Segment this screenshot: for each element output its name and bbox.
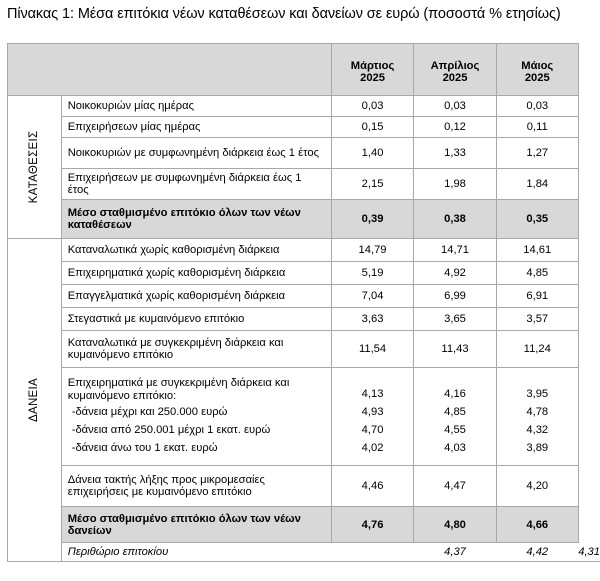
cell-value: 4,42 — [496, 543, 578, 562]
cell-value: 0,15 — [331, 117, 413, 138]
interest-rates-table — [7, 43, 600, 562]
cell-value: 4,66 — [496, 507, 578, 543]
cell-value: 0,03 — [496, 96, 578, 117]
row-label: Επιχειρήσεων μίας ημέρας — [61, 117, 331, 138]
cell-value: 14,79 — [331, 239, 413, 262]
col-month: Μάιος — [521, 59, 554, 72]
cell-value: 0,39 — [331, 200, 413, 239]
cell-value: 4,13 — [361, 387, 384, 400]
cell-value: 4,76 — [331, 507, 413, 543]
table-row — [8, 239, 600, 262]
cell-value: 4,32 — [526, 423, 549, 436]
table-row — [8, 96, 600, 117]
cell-value: 2,15 — [331, 169, 413, 200]
cell-value: 4,93 — [361, 405, 384, 418]
row-label: Καταναλωτικά χωρίς καθορισμένη διάρκεια — [61, 239, 331, 262]
business-loans-group-row — [8, 368, 600, 466]
col-header-april — [414, 44, 497, 96]
business-values-march — [331, 368, 413, 466]
cell-value: 4,92 — [414, 262, 497, 285]
cell-value: 11,24 — [496, 331, 578, 368]
header-row — [8, 44, 600, 96]
table-row — [8, 308, 600, 331]
cell-value: 0,03 — [414, 96, 497, 117]
table-title: Πίνακας 1: Μέσα επιτόκια νέων καταθέσεων και δανείων σε ευρώ (ποσοστά % ετησίως) — [7, 6, 561, 22]
business-loans-cell — [61, 368, 331, 466]
cell-value: 0,38 — [414, 200, 497, 239]
cell-value: 11,54 — [331, 331, 413, 368]
cell-value: 1,98 — [414, 169, 497, 200]
cell-value: 4,85 — [496, 262, 578, 285]
margin-label: Περιθώριο επιτοκίου — [61, 543, 414, 562]
cell-value: 4,46 — [331, 466, 413, 507]
col-header-may — [496, 44, 578, 96]
table-row — [8, 331, 600, 368]
cell-value: 4,78 — [526, 405, 549, 418]
deposits-vertical-text: ΚΑΤΑΘΕΣΕΙΣ — [28, 130, 41, 204]
table-row — [8, 285, 600, 308]
cell-value: 14,71 — [414, 239, 497, 262]
margin-row — [8, 543, 600, 562]
col-year: 2025 — [360, 71, 385, 84]
row-label: Νοικοκυριών μίας ημέρας — [61, 96, 331, 117]
header-blank — [8, 44, 332, 96]
cell-value: 6,91 — [496, 285, 578, 308]
table-row — [8, 138, 600, 169]
row-label: Καταναλωτικά με συγκεκριμένη διάρκεια και κυμαινόμενο επιτόκιο — [61, 331, 331, 368]
loans-total-row — [8, 507, 600, 543]
cell-value: 1,84 — [496, 169, 578, 200]
table-row — [8, 466, 600, 507]
row-label: Δάνεια τακτής λήξης προς μικρομεσαίες επιχειρήσεις με κυμαινόμενο επιτόκιο — [61, 466, 331, 507]
deposits-total-row — [8, 200, 600, 239]
cell-value: 3,63 — [331, 308, 413, 331]
cell-value: 4,37 — [414, 543, 497, 562]
cell-value: 1,33 — [414, 138, 497, 169]
business-values-april — [414, 368, 497, 466]
sub-row-label: -δάνεια μέχρι και 250.000 ευρώ — [71, 405, 228, 418]
deposits-group-label — [8, 96, 62, 239]
business-loans-heading: Επιχειρηματικά με συγκεκριμένη διάρκεια και κυμαινόμενο επιτόκιο: — [67, 376, 290, 402]
row-label: Μέσο σταθμισμένο επιτόκιο όλων των νέων δανείων — [61, 507, 331, 543]
cell-value: 7,04 — [331, 285, 413, 308]
row-label: Μέσο σταθμισμένο επιτόκιο όλων των νέων καταθέσεων — [61, 200, 331, 239]
cell-value: 0,03 — [331, 96, 413, 117]
cell-value: 4,02 — [361, 441, 384, 454]
col-month: Μάρτιος — [350, 59, 395, 72]
business-values-may — [496, 368, 578, 466]
sub-row-label: -δάνεια άνω του 1 εκατ. ευρώ — [71, 441, 218, 454]
cell-value: 4,16 — [444, 387, 466, 400]
row-label: Επιχειρήσεων με συμφωνημένη διάρκεια έως 1 έτος — [61, 169, 331, 200]
row-label: Στεγαστικά με κυμαινόμενο επιτόκιο — [61, 308, 331, 331]
cell-value: 4,03 — [444, 441, 466, 454]
cell-value: 0,12 — [414, 117, 497, 138]
cell-value: 4,85 — [444, 405, 466, 418]
cell-value: 3,95 — [526, 387, 549, 400]
cell-value: 0,11 — [496, 117, 578, 138]
cell-value: 1,27 — [496, 138, 578, 169]
cell-value: 4,55 — [444, 423, 466, 436]
col-month: Απρίλιος — [430, 59, 480, 72]
cell-value: 6,99 — [414, 285, 497, 308]
cell-value: 11,43 — [414, 331, 497, 368]
cell-value: 1,40 — [331, 138, 413, 169]
cell-value: 4,80 — [414, 507, 497, 543]
loans-vertical-text: ΔΑΝΕΙΑ — [28, 378, 41, 422]
col-header-march — [331, 44, 413, 96]
cell-value: 5,19 — [331, 262, 413, 285]
table-row — [8, 262, 600, 285]
sub-row-label: -δάνεια από 250.001 μέχρι 1 εκατ. ευρώ — [71, 423, 271, 436]
cell-value: 4,70 — [361, 423, 384, 436]
cell-value: 4,47 — [414, 466, 497, 507]
table-row — [8, 117, 600, 138]
cell-value: 0,35 — [496, 200, 578, 239]
cell-value: 14,61 — [496, 239, 578, 262]
cell-value: 3,57 — [496, 308, 578, 331]
cell-value: 3,89 — [526, 441, 549, 454]
cell-value: 4,31 — [578, 543, 600, 562]
loans-group-label — [8, 239, 62, 562]
table-row — [8, 169, 600, 200]
row-label: Νοικοκυριών με συμφωνημένη διάρκεια έως 1 έτος — [61, 138, 331, 169]
cell-value: 4,20 — [496, 466, 578, 507]
cell-value: 3,65 — [414, 308, 497, 331]
col-year: 2025 — [524, 71, 550, 84]
row-label: Επιχειρηματικά χωρίς καθορισμένη διάρκεια — [61, 262, 331, 285]
col-year: 2025 — [442, 71, 468, 84]
row-label: Επαγγελματικά χωρίς καθορισμένη διάρκεια — [61, 285, 331, 308]
